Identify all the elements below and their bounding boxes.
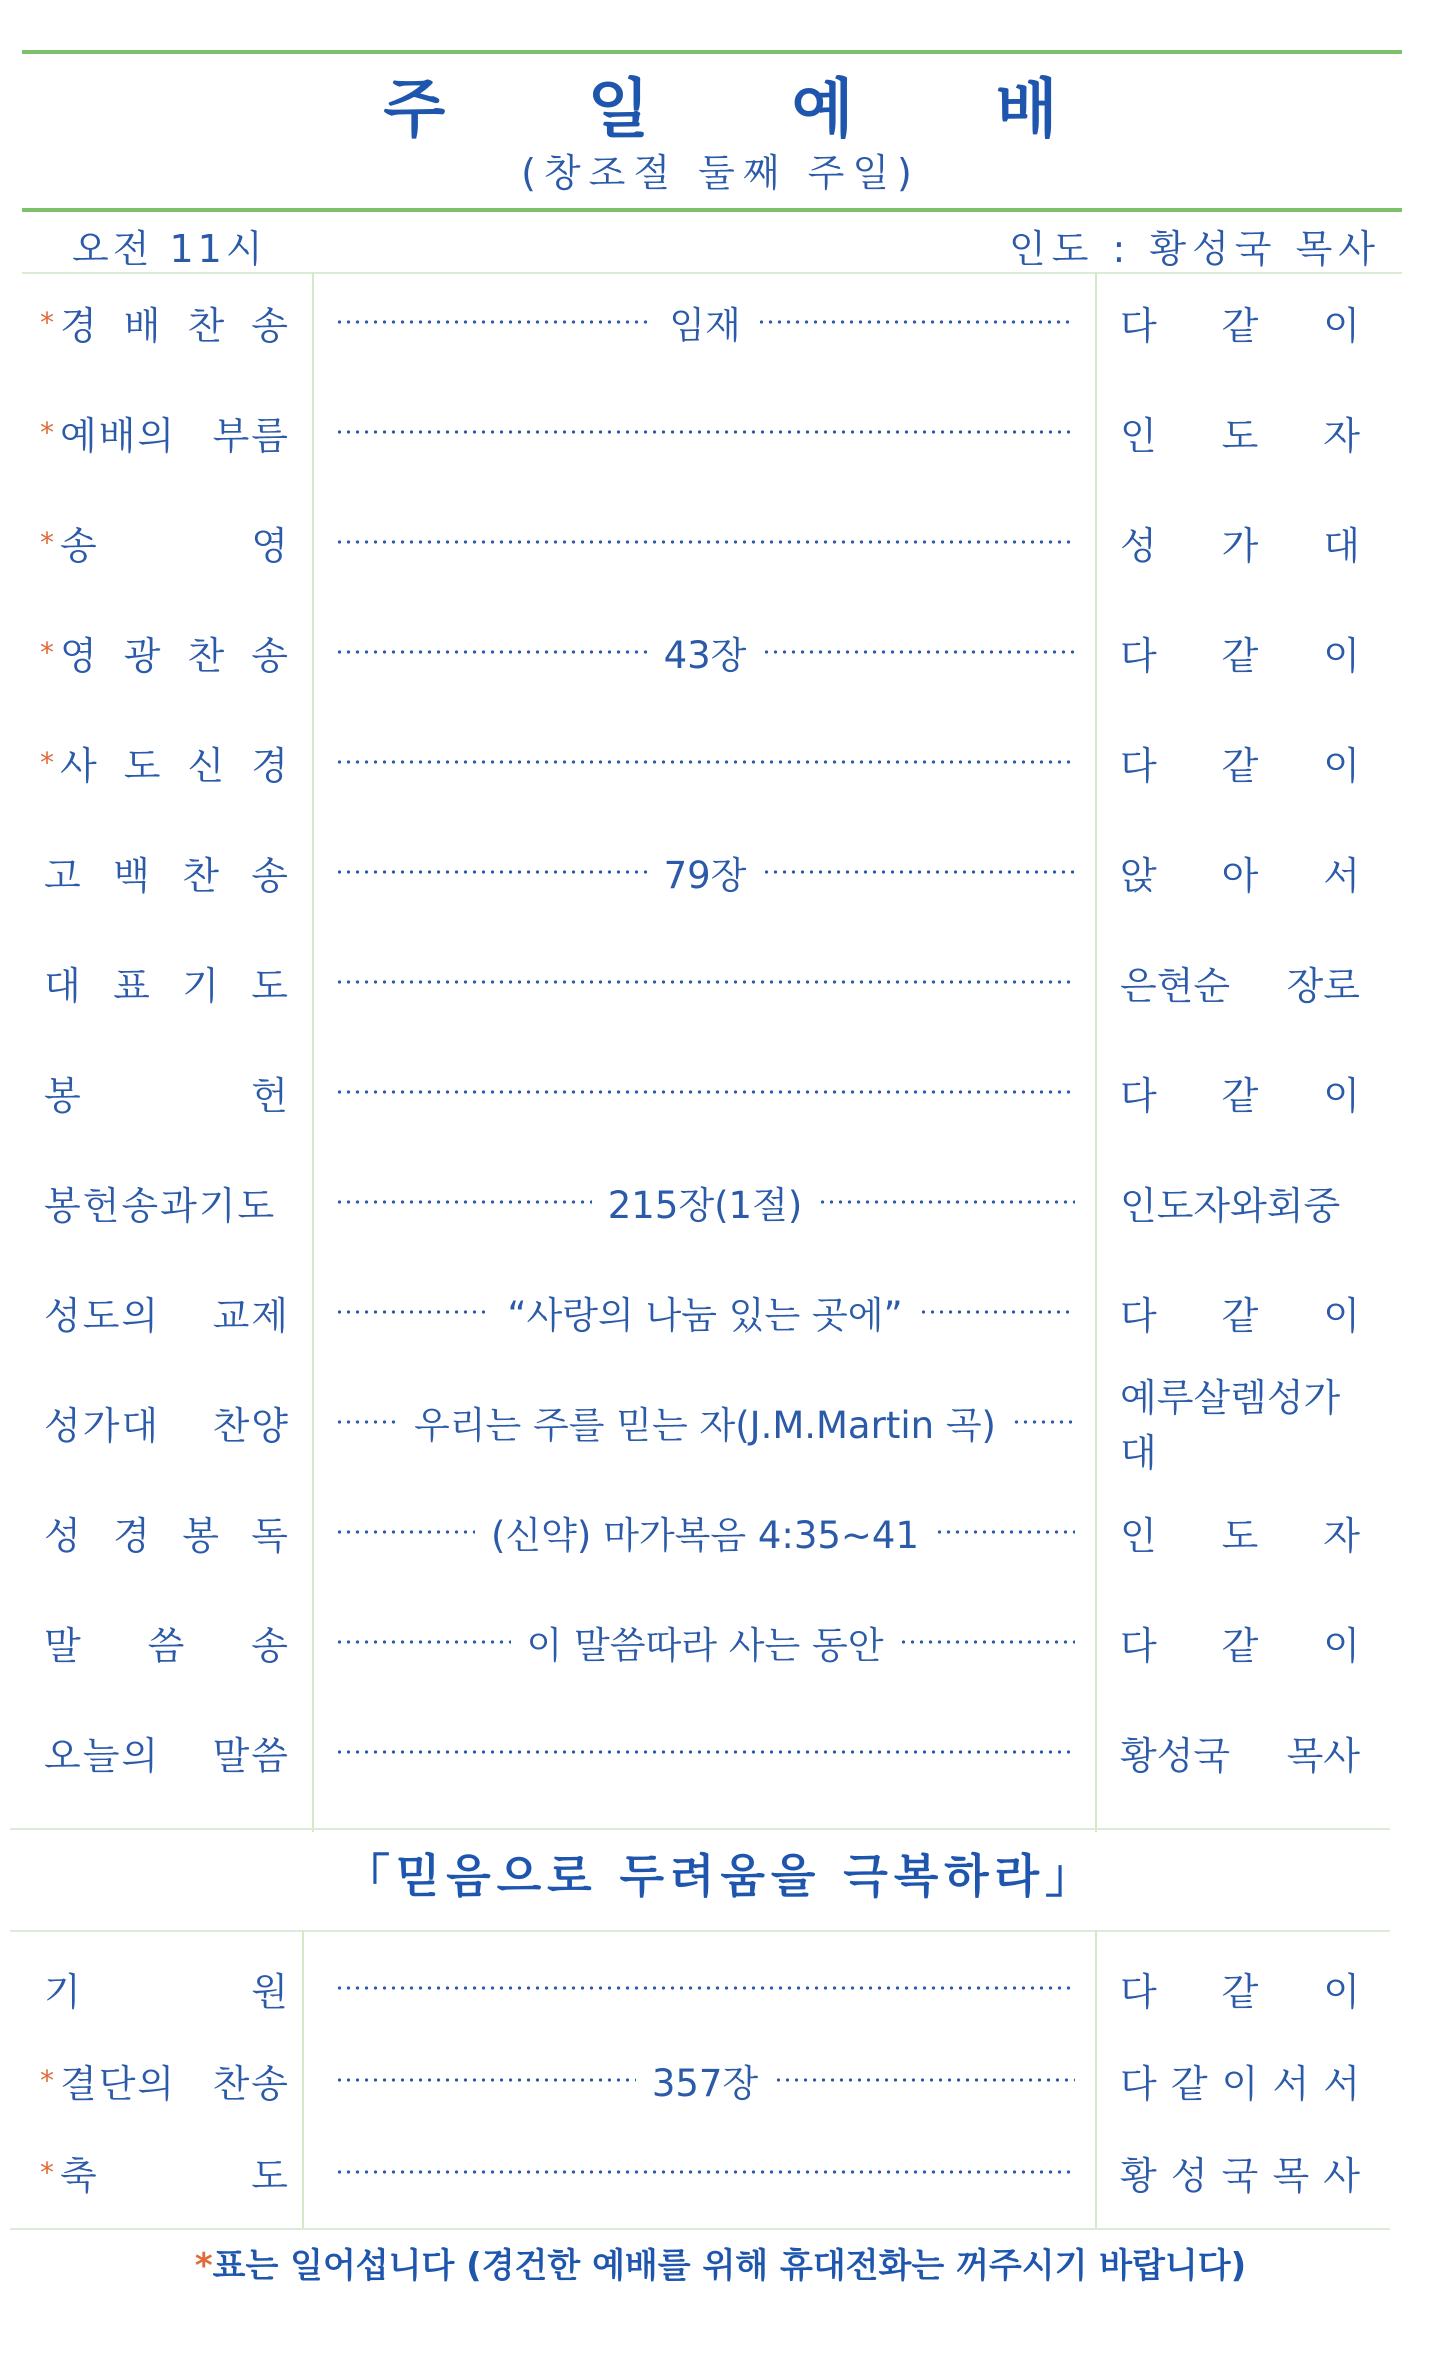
- order-detail-text: 79장: [663, 854, 747, 897]
- footer-note: [0, 2238, 1441, 2287]
- order-label-text: 경 배 찬 송: [60, 303, 290, 348]
- dotted-leader: [335, 1199, 592, 1205]
- order-label: [40, 1712, 290, 1792]
- order-row: [0, 832, 1441, 912]
- service-time: 오전 11시: [72, 227, 267, 271]
- standing-star-icon: *: [40, 2063, 56, 2097]
- order-label: [40, 1382, 290, 1462]
- order-row: [0, 1052, 1441, 1132]
- order-detail-text: 우리는 주를 믿는 자(J.M.Martin 곡): [414, 1404, 996, 1447]
- order-label-text: 기 원: [44, 1969, 290, 2014]
- order-detail: [325, 1162, 1085, 1242]
- dotted-leader: [762, 869, 1075, 875]
- order-label: [40, 2040, 290, 2120]
- sermon-title: 「믿음으로 두려움을 극복하라」: [343, 1849, 1098, 1903]
- standing-star-icon: *: [40, 745, 56, 779]
- order-detail: [325, 1052, 1085, 1132]
- order-detail-text: 이 말씀따라 사는 동안: [526, 1624, 884, 1667]
- order-detail-text: 215장(1절): [607, 1184, 803, 1227]
- order-label: [40, 942, 290, 1022]
- order-participant: 다 같 이: [1120, 633, 1360, 678]
- order-row: [0, 1272, 1441, 1352]
- order-participant: 황성국 목사: [1120, 1733, 1360, 1778]
- order-label-text: 대 표 기 도: [44, 963, 290, 1008]
- order-row: [0, 722, 1441, 802]
- order-detail: [325, 1272, 1085, 1352]
- page-title: 주 일 예 배: [383, 73, 1118, 147]
- order-label: [40, 2132, 290, 2212]
- order-label: [40, 392, 290, 472]
- order-label: [40, 502, 290, 582]
- dotted-leader: [818, 1199, 1075, 1205]
- order-participant: 다 같 이: [1120, 303, 1360, 348]
- order-row: [0, 1376, 1441, 1475]
- footer-text: 표는 일어섭니다 (경건한 예배를 위해 휴대전화는 꺼주시기 바랍니다): [212, 2246, 1247, 2286]
- service-leader: 인도 : 황성국 목사: [1009, 227, 1381, 271]
- dotted-leader: [335, 649, 648, 655]
- order-label-text: 말 씀 송: [44, 1623, 290, 1668]
- dotted-leader: [335, 759, 1075, 765]
- order-participant: 성 가 대: [1120, 523, 1360, 568]
- order-label: [40, 1162, 290, 1242]
- top-rule: [22, 50, 1402, 54]
- standing-star-icon: *: [40, 2155, 56, 2189]
- order-detail: [325, 1712, 1085, 1792]
- order-label-text: 예배의 부름: [60, 413, 290, 458]
- closing-bottom-line: [10, 2228, 1390, 2230]
- dotted-leader: [335, 1309, 491, 1315]
- order-participant: 다 같 이: [1120, 743, 1360, 788]
- dotted-leader: [335, 319, 653, 325]
- order-label: [40, 1052, 290, 1132]
- dotted-leader: [919, 1309, 1075, 1315]
- order-detail: [325, 502, 1085, 582]
- dotted-leader: [335, 2169, 1075, 2175]
- order-participant: 인 도 자: [1120, 413, 1360, 458]
- order-label-text: 봉헌송과기도: [44, 1183, 277, 1228]
- order-participant: 다 같 이: [1120, 1623, 1360, 1668]
- dotted-leader: [335, 429, 1075, 435]
- order-detail: [325, 1602, 1085, 1682]
- order-detail: [325, 1948, 1085, 2028]
- order-label-text: 봉 헌: [44, 1073, 290, 1118]
- order-label: [40, 1948, 290, 2028]
- order-label-text: 사 도 신 경: [60, 743, 290, 788]
- order-label-text: 성가대 찬양: [44, 1403, 290, 1448]
- order-label: [40, 1272, 290, 1352]
- order-detail: [325, 942, 1085, 1022]
- dotted-leader: [335, 1639, 511, 1645]
- order-row: [0, 1948, 1441, 2028]
- dotted-leader: [1012, 1419, 1075, 1425]
- order-participant: 앉 아 서: [1120, 853, 1360, 898]
- closing-top-line: [10, 1930, 1390, 1932]
- order-label: [40, 282, 290, 362]
- order-detail: [325, 1492, 1085, 1572]
- order-detail: [325, 2132, 1085, 2212]
- order-participant: 다 같 이: [1120, 1293, 1360, 1338]
- dotted-leader: [335, 1985, 1075, 1991]
- order-participant: 다 같 이 서 서: [1120, 2061, 1360, 2106]
- order-row: [0, 1162, 1441, 1242]
- page-subtitle: (창조절 둘째 주일): [521, 151, 920, 195]
- order-detail-text: 357장: [651, 2062, 759, 2105]
- standing-star-icon: *: [40, 415, 56, 449]
- dotted-leader: [335, 539, 1075, 545]
- dotted-leader: [899, 1639, 1075, 1645]
- order-label-text: 고 백 찬 송: [44, 853, 290, 898]
- dotted-leader: [335, 1419, 398, 1425]
- order-detail: [325, 832, 1085, 912]
- dotted-leader: [762, 649, 1075, 655]
- order-label-text: 성도의 교제: [44, 1293, 290, 1338]
- dotted-leader: [335, 2077, 636, 2083]
- order-participant: 황 성 국 목 사: [1120, 2153, 1360, 2198]
- order-detail: [325, 392, 1085, 472]
- standing-star-icon: *: [40, 525, 56, 559]
- order-label: [40, 1602, 290, 1682]
- dotted-leader: [335, 1529, 475, 1535]
- dotted-leader: [774, 2077, 1075, 2083]
- order-participant: 인 도 자: [1120, 1513, 1360, 1558]
- order-label-text: 성 경 봉 독: [44, 1513, 290, 1558]
- table-bottom-line: [10, 1828, 1390, 1830]
- dotted-leader: [935, 1529, 1075, 1535]
- order-row: [0, 282, 1441, 362]
- order-label: [40, 612, 290, 692]
- order-participant: 은현순 장로: [1120, 963, 1360, 1008]
- dotted-leader: [335, 1749, 1075, 1755]
- order-detail: [325, 612, 1085, 692]
- order-row: [0, 1712, 1441, 1792]
- order-participant: 다 같 이: [1120, 1969, 1360, 2014]
- order-participant: 다 같 이: [1120, 1073, 1360, 1118]
- order-detail: [325, 722, 1085, 802]
- order-label-text: 축 도: [60, 2153, 290, 2198]
- dotted-leader: [335, 979, 1075, 985]
- standing-star-icon: *: [40, 635, 56, 669]
- order-label-text: 영 광 찬 송: [60, 633, 290, 678]
- order-row: [0, 1492, 1441, 1572]
- dotted-leader: [335, 869, 648, 875]
- dotted-leader: [335, 1089, 1075, 1095]
- order-detail: [325, 282, 1085, 362]
- order-detail-text: 임재: [669, 304, 741, 347]
- order-detail: [325, 2040, 1085, 2120]
- order-row: [0, 502, 1441, 582]
- order-row: [0, 612, 1441, 692]
- order-row: [0, 1602, 1441, 1682]
- order-label-text: 송 영: [60, 523, 290, 568]
- order-row: [0, 2040, 1441, 2120]
- order-participant: 인도자와회중: [1120, 1183, 1341, 1228]
- order-label-text: 결단의 찬송: [60, 2061, 290, 2106]
- dotted-leader: [757, 319, 1075, 325]
- order-detail-text: 43장: [663, 634, 747, 677]
- order-row: [0, 2132, 1441, 2212]
- order-participant: 예루살렘성가대: [1120, 1376, 1341, 1475]
- order-label: [40, 832, 290, 912]
- order-label-text: 오늘의 말씀: [44, 1733, 290, 1778]
- order-label: [40, 722, 290, 802]
- standing-mark-icon: *: [194, 2246, 213, 2286]
- order-detail-text: (신약) 마가복음 4:35~41: [491, 1514, 920, 1557]
- header-rule: [22, 208, 1402, 212]
- order-row: [0, 942, 1441, 1022]
- order-detail-text: “사랑의 나눔 있는 곳에”: [507, 1294, 903, 1337]
- order-row: [0, 392, 1441, 472]
- order-detail: [325, 1382, 1085, 1462]
- standing-star-icon: *: [40, 305, 56, 339]
- order-label: [40, 1492, 290, 1572]
